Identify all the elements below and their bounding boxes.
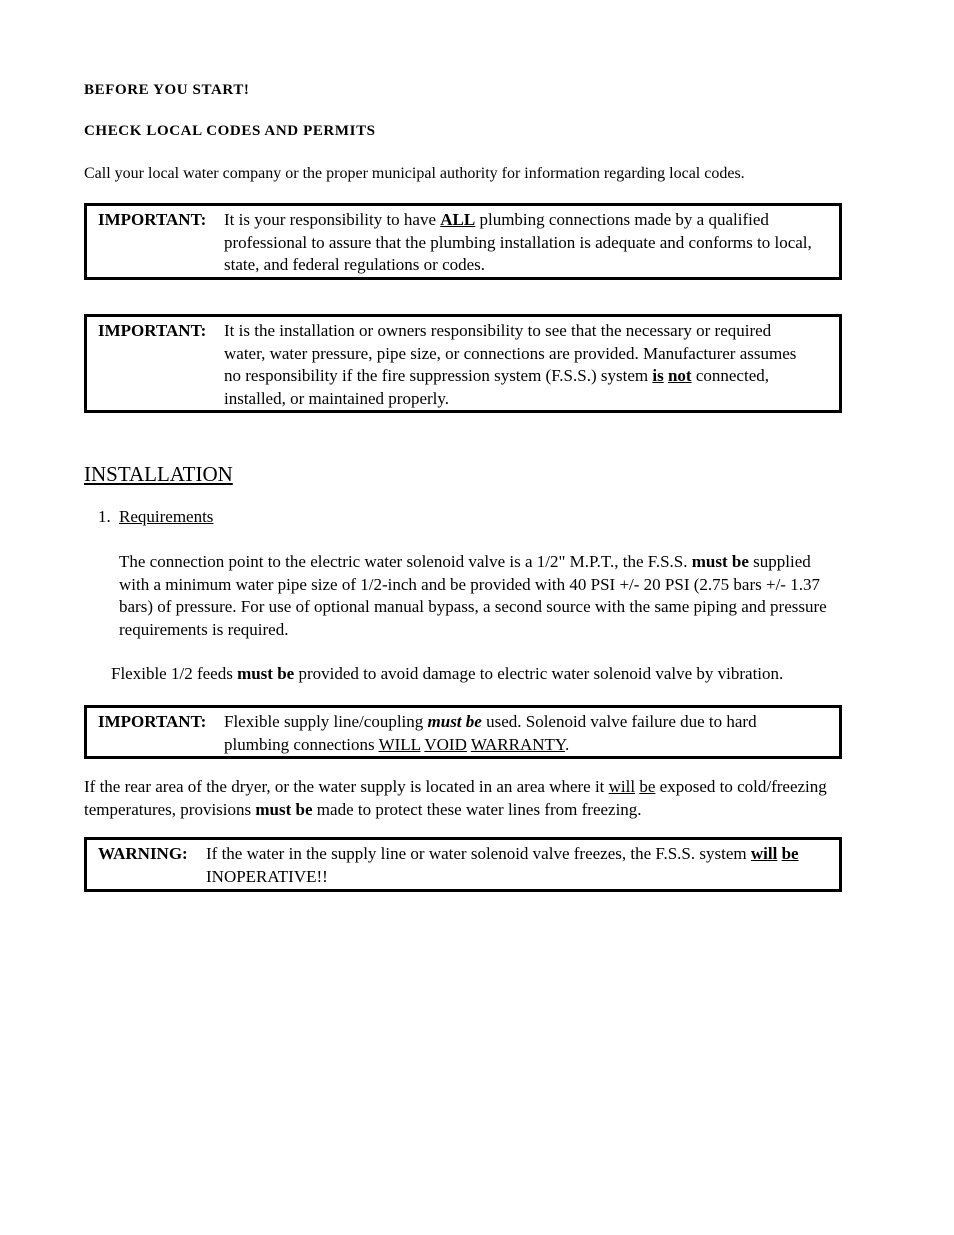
emphasis-all: ALL (440, 210, 476, 229)
important-box-responsibility (84, 203, 842, 280)
important-label: IMPORTANT: (98, 712, 207, 731)
warning-box-freezing (84, 837, 842, 892)
important-text: It is the installation or owners responsibility to see that the necessary or required water, water pressure, pipe size, or connections are provided. Manufacturer assumes no responsibility if the fire suppression system (F.S.S.) system is not connected, installed, or maintained properly. (224, 321, 797, 408)
freezing-paragraph: If the rear area of the dryer, or the water supply is located in an area where it will be exposed to cold/freezing temperatures, provisions must be made to protect these water lines from freezing. (84, 777, 827, 819)
heading-check-codes: CHECK LOCAL CODES AND PERMITS (84, 123, 376, 139)
emphasis-is: is (652, 366, 664, 385)
important-label: IMPORTANT: (98, 210, 207, 229)
item-label-requirements: Requirements (119, 507, 214, 526)
important-label: IMPORTANT: (98, 321, 207, 340)
warning-label: WARNING: (98, 844, 188, 863)
intro-paragraph: Call your local water company or the proper municipal authority for information regarding local codes. (84, 165, 745, 182)
important-text: It is your responsibility to have ALL plumbing connections made by a qualified professional to assure that the plumbing installation is adequate and conforms to local, state, and federal regulations or codes. (224, 210, 812, 274)
section-title-installation: INSTALLATION (84, 462, 233, 486)
heading-before-you-start: BEFORE YOU START! (84, 82, 250, 98)
important-box-owner-responsibility (84, 314, 842, 413)
requirements-paragraph: The connection point to the electric water solenoid valve is a 1/2" M.P.T., the F.S.S. must be supplied with a minimum water pipe size of 1/2-inch and be provided with 40 PSI +/- 20 PSI (2.75 bars +/- 1.37 bars) of pressure. For use of optional manual bypass, a second source with the same piping and pressure requirements is required. (119, 552, 827, 639)
important-box-flexible-supply (84, 705, 842, 759)
emphasis-not: not (667, 366, 692, 385)
item-number: 1. (98, 507, 111, 526)
requirements-item (98, 506, 213, 529)
warning-text: If the water in the supply line or water solenoid valve freezes, the F.S.S. system will be INOPERATIVE!! (206, 844, 799, 886)
important-text: Flexible supply line/coupling must be used. Solenoid valve failure due to hard plumbing connections WILL VOID WARRANTY. (224, 712, 757, 754)
flexible-feeds-paragraph: Flexible 1/2 feeds must be provided to avoid damage to electric water solenoid valve by vibration. (111, 664, 784, 683)
